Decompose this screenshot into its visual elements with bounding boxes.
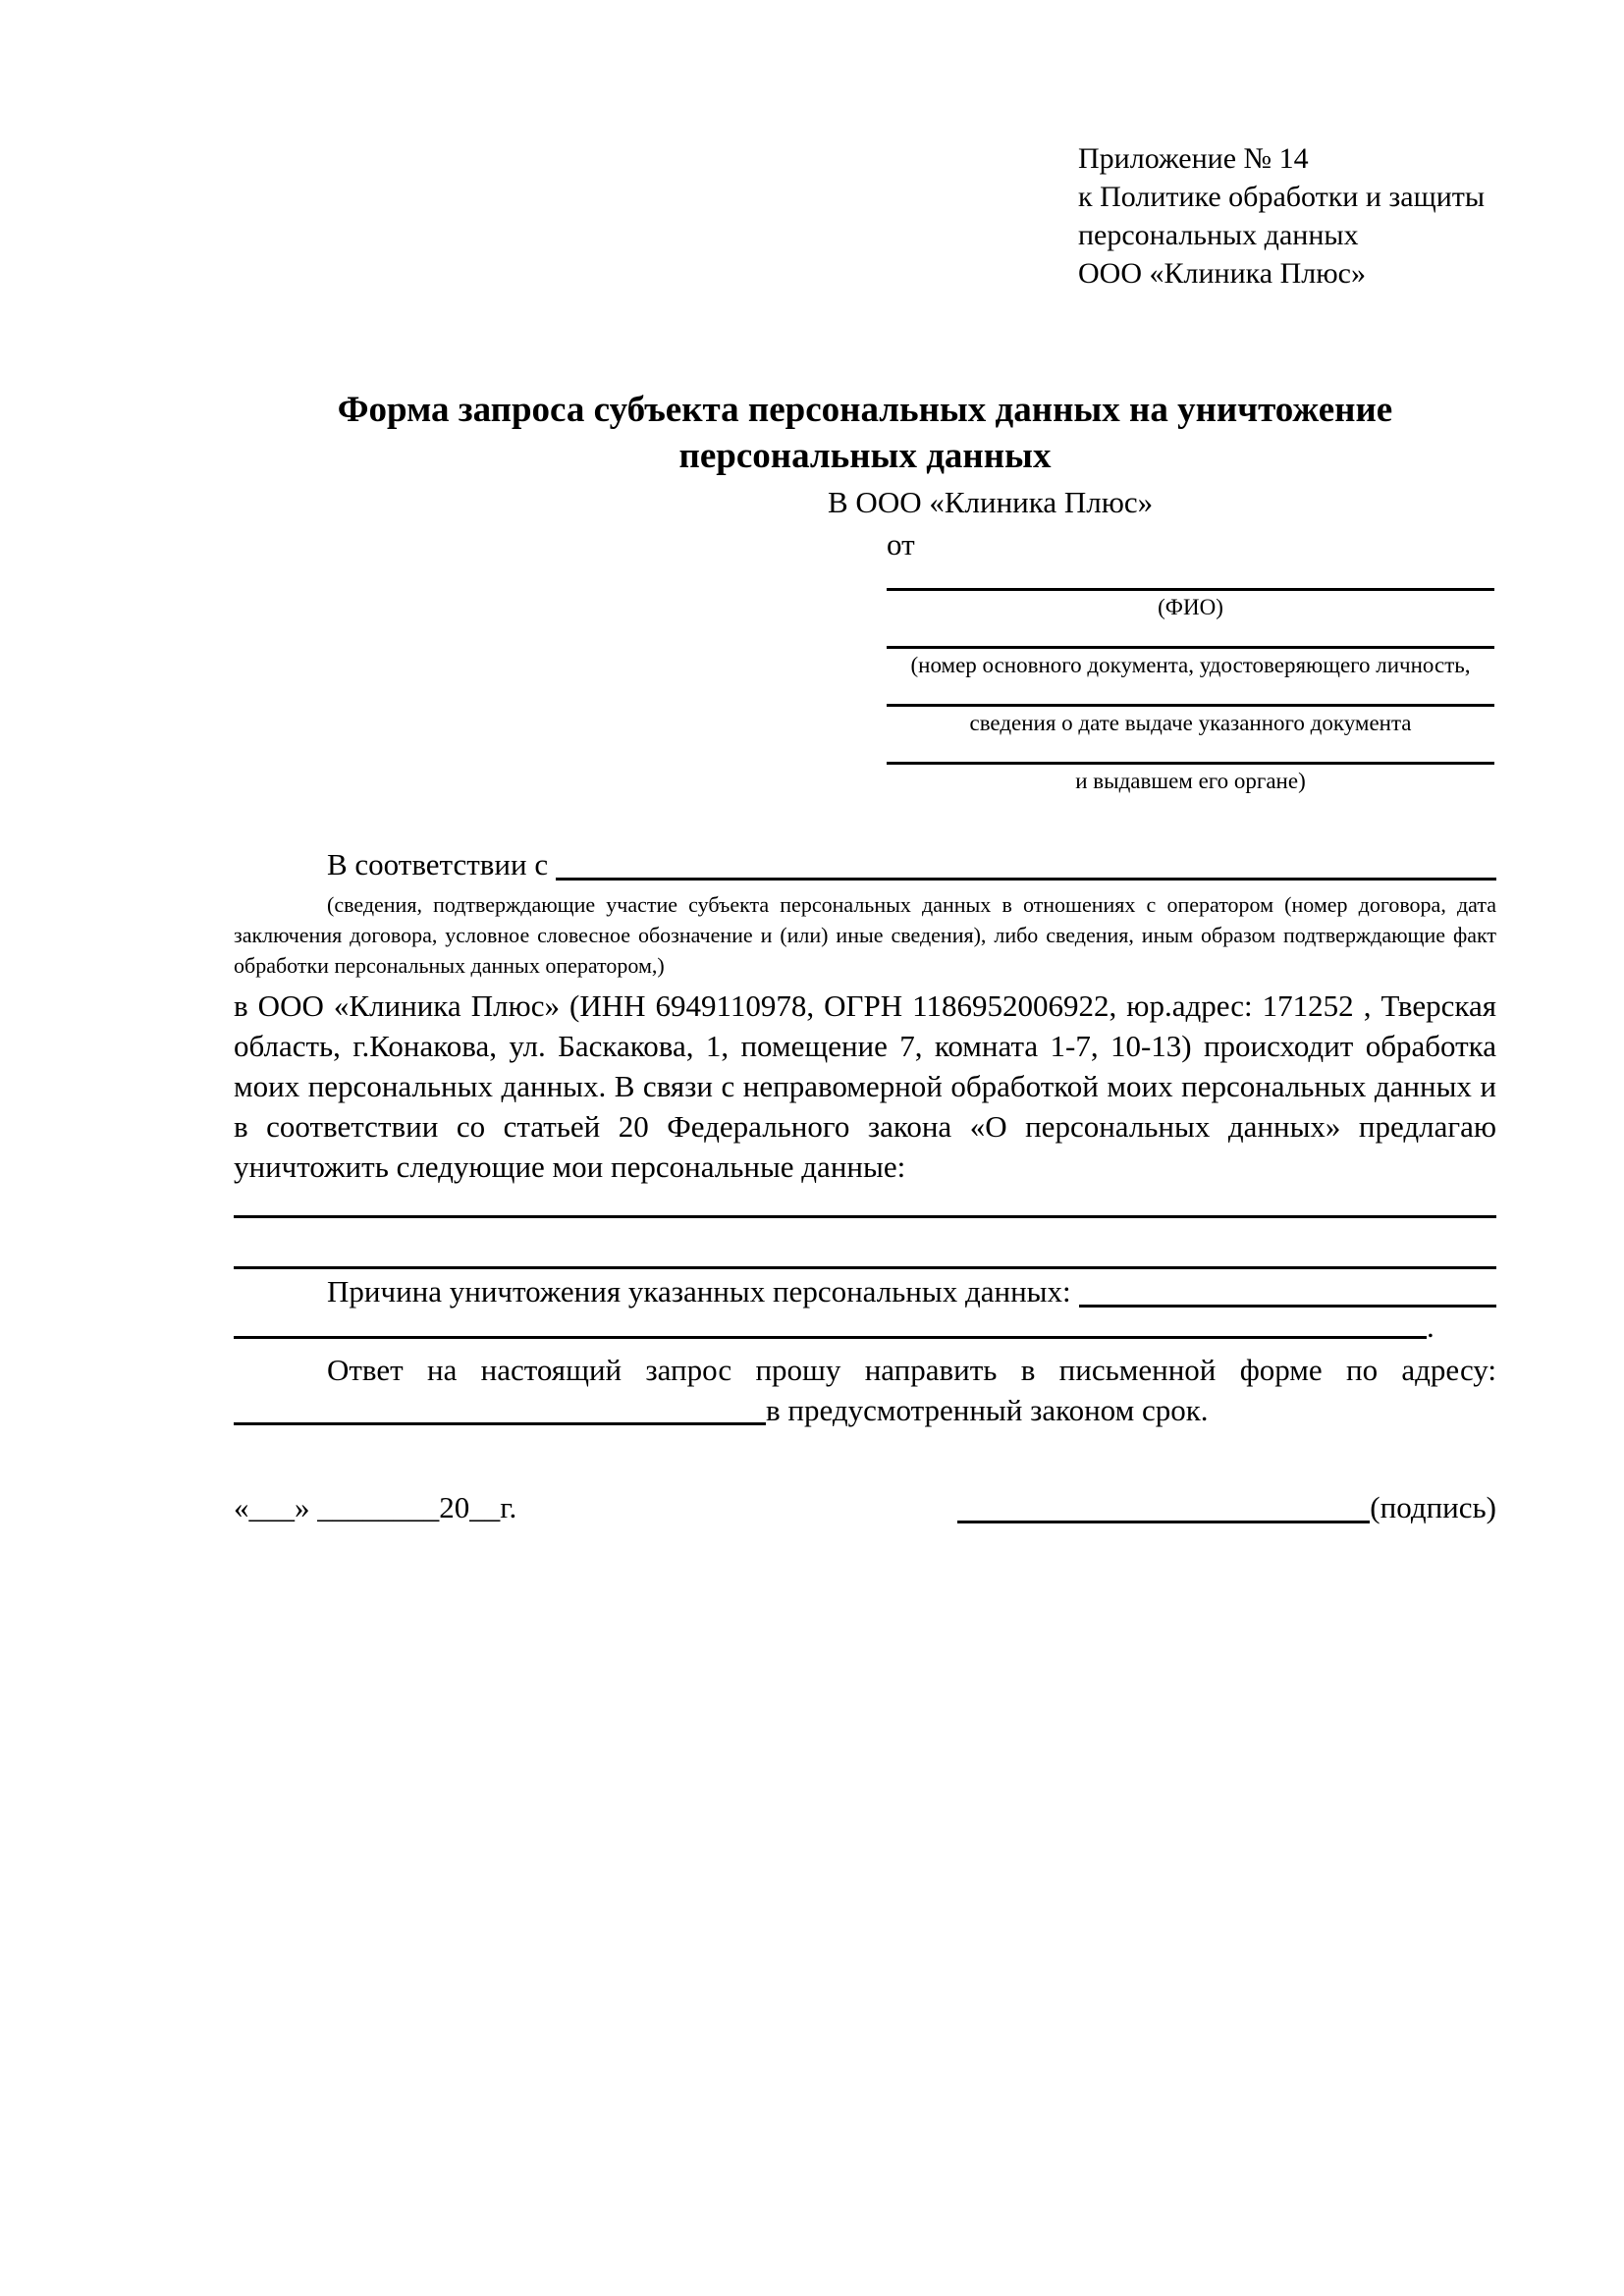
issue-date-caption: сведения о дате выдаче указанного документа — [969, 711, 1412, 735]
issue-date-field[interactable] — [887, 681, 1494, 707]
reason-period: . — [1427, 1309, 1435, 1344]
issuing-authority-field[interactable] — [887, 739, 1494, 765]
fio-field[interactable] — [887, 565, 1494, 591]
personal-data-field-line-2[interactable] — [234, 1218, 1496, 1269]
document-number-field-block — [887, 623, 1494, 681]
reason-line-2 — [234, 1309, 1496, 1344]
page-title-line: Форма запроса субъекта персональных данных на уничтожение — [337, 390, 1393, 430]
page-content — [0, 139, 1624, 1528]
signature-caption: (подпись) — [1370, 1490, 1496, 1524]
document-number-field[interactable] — [887, 623, 1494, 649]
reason-field[interactable] — [1079, 1271, 1496, 1308]
page-title-line: персональных данных — [678, 436, 1052, 476]
request-body: в ООО «Клиника Плюс» (ИНН 6949110978, ОГРН 1186952006922, юр.адрес: 171252 , Тверская область, г.Конакова, ул. Баскакова, 1, помещение 7, комната 1-7, 10-13) происходит обработка моих персональных данных. В связи с неправомерной обработкой моих персональных данных и в соответствии со статьей 20 Федерального закона «О персональных данных» предлагаю уничтожить следующие мои персональные данные: — [234, 988, 1496, 1184]
appendix-line: Приложение № 14 — [1078, 142, 1309, 175]
personal-data-field-line-1[interactable] — [234, 1187, 1496, 1218]
reply-request-line: Ответ на настоящий запрос прошу направить в письменной форме по адресу: — [327, 1353, 1496, 1387]
appendix-header — [1078, 139, 1496, 293]
reply-deadline-text: в предусмотренный законом срок. — [766, 1393, 1209, 1427]
fio-caption: (ФИО) — [1158, 595, 1223, 619]
document-number-caption: (номер основного документа, удостоверяющего личность, — [910, 653, 1471, 677]
from-label: от — [887, 527, 915, 561]
issuing-authority-caption: и выдавшем его органе) — [1075, 769, 1306, 793]
issue-date-field-block — [887, 681, 1494, 739]
accordance-basis-field[interactable] — [556, 844, 1496, 881]
signature-row — [234, 1487, 1496, 1528]
reply-address-line — [234, 1390, 1496, 1430]
reason-field-line-2[interactable] — [234, 1312, 1427, 1339]
accordance-note: (сведения, подтверждающие участие субъекта персональных данных в отношениях с оператором (номер договора, дата заключения договора, условное словесное обозначение и (или) иные сведения), либо сведения, иным образом подтверждающие факт обработки персональных данных оператором,) — [234, 892, 1496, 978]
appendix-line: персональных данных — [1078, 219, 1359, 251]
addressee-line: В ООО «Клиника Плюс» — [828, 485, 1154, 519]
appendix-line: к Политике обработки и защиты — [1078, 181, 1486, 213]
issuing-authority-field-block — [887, 739, 1494, 797]
reason-label: Причина уничтожения указанных персональных данных: — [327, 1274, 1071, 1308]
accordance-line — [234, 844, 1496, 885]
page-title — [234, 387, 1496, 479]
reason-line — [234, 1271, 1496, 1312]
appendix-line: ООО «Клиника Плюс» — [1078, 257, 1366, 290]
address-field[interactable] — [234, 1390, 766, 1425]
signature-block — [957, 1487, 1496, 1528]
fio-field-block — [887, 565, 1494, 623]
signature-field[interactable] — [957, 1487, 1370, 1523]
accordance-lead: В соответствии с — [327, 847, 549, 881]
date-field[interactable]: «___» ________20__г. — [234, 1490, 517, 1524]
